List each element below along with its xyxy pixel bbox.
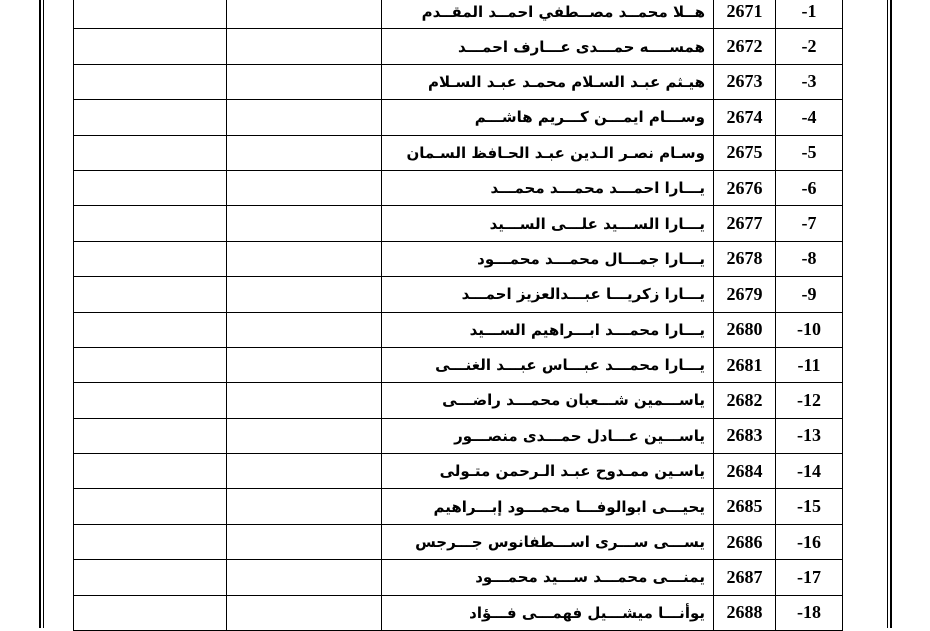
student-name-cell: هيـثم عبـد السـلام محمـد عبـد السـلام: [382, 64, 714, 99]
blank-cell: [74, 454, 227, 489]
seat-number-cell: 2687: [714, 560, 776, 595]
student-name-cell: يـــارا محمـــد ابـــراهيم الســـيد: [382, 312, 714, 347]
table-row: [74, 595, 843, 630]
row-index-cell: -14: [776, 454, 843, 489]
blank-cell: [74, 560, 227, 595]
student-name-cell: هــلا محمــد مصــطفي احمــد المقــدم: [382, 0, 714, 29]
row-index-cell: -4: [776, 100, 843, 135]
table-row: [74, 100, 843, 135]
seat-number-cell: 2677: [714, 206, 776, 241]
blank-cell: [74, 100, 227, 135]
row-index-cell: -16: [776, 524, 843, 559]
student-name-cell: ياســـمين شـــعبان محمـــد راضـــى: [382, 383, 714, 418]
student-name-cell: يحيـــى ابوالوفـــا محمـــود إبـــراهيم: [382, 489, 714, 524]
row-index-cell: -7: [776, 206, 843, 241]
row-index-cell: -15: [776, 489, 843, 524]
student-name-cell: يـــارا جمـــال محمـــد محمـــود: [382, 241, 714, 276]
table-row: [74, 277, 843, 312]
row-index-cell: -12: [776, 383, 843, 418]
seat-number-cell: 2680: [714, 312, 776, 347]
seat-number-cell: 2681: [714, 347, 776, 382]
blank-cell: [74, 64, 227, 99]
row-index-cell: -3: [776, 64, 843, 99]
student-name-cell: يـــارا محمـــد عبـــاس عبـــد الغنـــى: [382, 347, 714, 382]
table-row: [74, 135, 843, 170]
blank-cell: [74, 241, 227, 276]
table-row: [74, 241, 843, 276]
table-row: [74, 0, 843, 29]
blank-cell: [74, 383, 227, 418]
blank-cell: [227, 489, 382, 524]
seat-number-cell: 2678: [714, 241, 776, 276]
blank-cell: [74, 29, 227, 64]
blank-cell: [74, 489, 227, 524]
blank-cell: [227, 312, 382, 347]
row-index-cell: -6: [776, 170, 843, 205]
row-index-cell: -18: [776, 595, 843, 630]
student-name-cell: يـــارا زكريـــا عبـــدالعزيز احمـــد: [382, 277, 714, 312]
table-row: [74, 170, 843, 205]
student-name-cell: يـــارا احمـــد محمـــد محمـــد: [382, 170, 714, 205]
table-row: [74, 383, 843, 418]
seat-number-cell: 2671: [714, 0, 776, 29]
student-name-cell: يمنـــى محمـــد ســـيد محمـــود: [382, 560, 714, 595]
row-index-cell: -17: [776, 560, 843, 595]
student-name-cell: يـــارا الســـيد علـــى الســـيد: [382, 206, 714, 241]
blank-cell: [74, 170, 227, 205]
row-index-cell: -9: [776, 277, 843, 312]
blank-cell: [74, 524, 227, 559]
row-index-cell: -1: [776, 0, 843, 29]
table-row: [74, 560, 843, 595]
blank-cell: [74, 277, 227, 312]
seat-number-cell: 2676: [714, 170, 776, 205]
blank-cell: [227, 454, 382, 489]
row-index-cell: -5: [776, 135, 843, 170]
student-name-cell: يســـى ســـرى اســـطفانوس جـــرجس: [382, 524, 714, 559]
student-name-cell: وسـام نصـر الـدين عبـد الحـافظ السـمان: [382, 135, 714, 170]
blank-cell: [227, 135, 382, 170]
blank-cell: [74, 312, 227, 347]
table-row: [74, 489, 843, 524]
blank-cell: [227, 277, 382, 312]
seat-number-cell: 2674: [714, 100, 776, 135]
table-row: [74, 206, 843, 241]
table-row: [74, 64, 843, 99]
seat-number-cell: 2675: [714, 135, 776, 170]
blank-cell: [227, 524, 382, 559]
row-index-cell: -11: [776, 347, 843, 382]
table-row: [74, 29, 843, 64]
seat-number-cell: 2672: [714, 29, 776, 64]
blank-cell: [74, 0, 227, 29]
table-row: [74, 454, 843, 489]
seat-number-cell: 2682: [714, 383, 776, 418]
seat-number-cell: 2684: [714, 454, 776, 489]
seat-number-cell: 2686: [714, 524, 776, 559]
blank-cell: [227, 100, 382, 135]
blank-cell: [227, 595, 382, 630]
student-name-cell: وســـام ايمـــن كـــريم هاشـــم: [382, 100, 714, 135]
blank-cell: [74, 418, 227, 453]
table-row: [74, 347, 843, 382]
seat-number-cell: 2685: [714, 489, 776, 524]
blank-cell: [74, 347, 227, 382]
student-name-cell: يوأنـــا ميشـــيل فهمـــى فـــؤاد: [382, 595, 714, 630]
seat-number-cell: 2688: [714, 595, 776, 630]
blank-cell: [227, 241, 382, 276]
blank-cell: [74, 135, 227, 170]
blank-cell: [227, 29, 382, 64]
blank-cell: [227, 560, 382, 595]
row-index-cell: -10: [776, 312, 843, 347]
table-row: [74, 524, 843, 559]
blank-cell: [227, 0, 382, 29]
row-index-cell: -2: [776, 29, 843, 64]
row-index-cell: -8: [776, 241, 843, 276]
student-roster-table: [73, 0, 843, 631]
blank-cell: [227, 418, 382, 453]
roster-body: [74, 0, 843, 631]
table-row: [74, 418, 843, 453]
blank-cell: [227, 64, 382, 99]
row-index-cell: -13: [776, 418, 843, 453]
blank-cell: [74, 595, 227, 630]
blank-cell: [74, 206, 227, 241]
blank-cell: [227, 170, 382, 205]
seat-number-cell: 2683: [714, 418, 776, 453]
student-name-cell: ياســـين عـــادل حمـــدى منصـــور: [382, 418, 714, 453]
blank-cell: [227, 383, 382, 418]
blank-cell: [227, 347, 382, 382]
seat-number-cell: 2673: [714, 64, 776, 99]
table-row: [74, 312, 843, 347]
student-name-cell: همســــه حمـــدى عـــارف احمـــد: [382, 29, 714, 64]
student-name-cell: ياسـين ممـدوح عبـد الـرحمن متـولى: [382, 454, 714, 489]
blank-cell: [227, 206, 382, 241]
seat-number-cell: 2679: [714, 277, 776, 312]
